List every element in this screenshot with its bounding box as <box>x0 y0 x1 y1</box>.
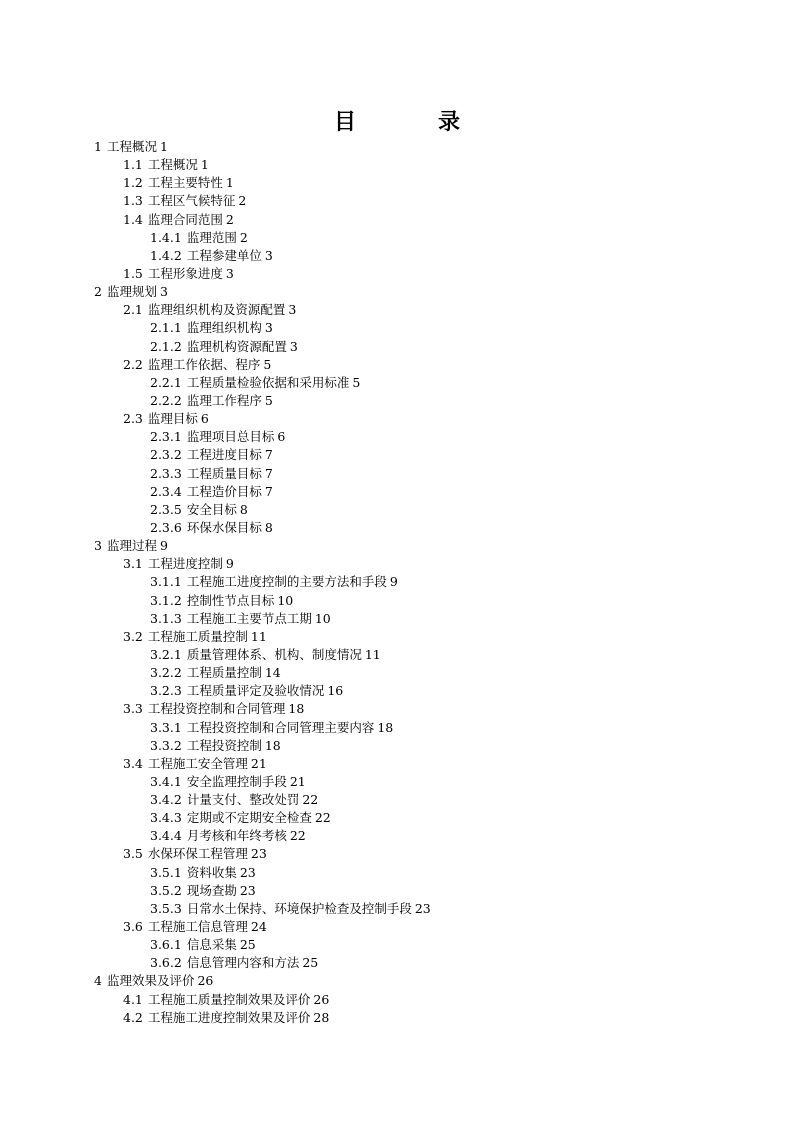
toc-entry-page-number: 24 <box>250 919 267 935</box>
toc-entry-number: 3.5 <box>123 846 143 862</box>
toc-entry-number: 2.3.4 <box>150 483 182 499</box>
toc-entry[interactable] <box>94 501 744 519</box>
toc-entry-page-number: 18 <box>288 701 305 717</box>
toc-entry-text: 工程施工质量控制效果及评价 <box>147 991 311 1007</box>
toc-entry-number: 1.3 <box>123 193 143 209</box>
toc-entry-page-number: 7 <box>264 465 273 481</box>
toc-entry-page-number: 6 <box>200 411 209 427</box>
toc-entry-text: 工程区气候特征 <box>147 193 236 209</box>
toc-entry[interactable] <box>94 374 744 392</box>
toc-entry-page-number: 21 <box>250 755 267 771</box>
toc-entry-text: 工程施工进度控制的主要方法和手段 <box>186 574 387 590</box>
toc-entry-number: 1.2 <box>123 175 143 191</box>
toc-entry[interactable] <box>94 537 744 555</box>
toc-entry-page-number: 22 <box>314 810 331 826</box>
toc-entry-number: 3.4.4 <box>150 828 182 844</box>
toc-entry[interactable] <box>94 410 744 428</box>
toc-entry[interactable] <box>94 283 744 301</box>
toc-title: 目 录 <box>333 109 490 135</box>
toc-entry-page-number: 5 <box>264 392 273 408</box>
toc-entry-page-number: 11 <box>364 646 381 662</box>
toc-entry-page-number: 9 <box>389 574 398 590</box>
toc-entry-text: 工程形象进度 <box>147 265 223 281</box>
toc-entry-page-number: 1 <box>225 175 234 191</box>
toc-entry-page-number: 28 <box>313 1009 330 1025</box>
toc-entry-number: 3.1.2 <box>150 592 182 608</box>
toc-entry-text: 监理组织机构及资源配置 <box>147 302 286 318</box>
toc-entry-text: 监理效果及评价 <box>106 973 195 989</box>
toc-entry-text: 监理组织机构 <box>186 320 262 336</box>
toc-entry-text: 工程概况 <box>147 157 198 173</box>
toc-entry-text: 资料收集 <box>186 864 237 880</box>
toc-entry-page-number: 3 <box>264 320 273 336</box>
toc-entry[interactable] <box>94 338 744 356</box>
toc-entry-number: 2.2.2 <box>150 392 182 408</box>
toc-entry[interactable] <box>94 483 744 501</box>
toc-entry[interactable] <box>94 864 744 882</box>
toc-entry[interactable] <box>94 737 744 755</box>
toc-entry-text: 工程施工信息管理 <box>147 919 248 935</box>
toc-entry-number: 3.4 <box>123 755 143 771</box>
toc-entry-page-number: 1 <box>200 157 209 173</box>
toc-entry-text: 工程施工质量控制 <box>147 628 248 644</box>
toc-entry-number: 1.4.2 <box>150 247 182 263</box>
toc-entry-page-number: 2 <box>239 229 248 245</box>
toc-entry-number: 2.3.1 <box>150 429 182 445</box>
toc-entry[interactable] <box>94 755 744 773</box>
toc-entry-text: 工程主要特性 <box>147 175 223 191</box>
toc-entry-text: 工程投资控制和合同管理主要内容 <box>186 719 375 735</box>
toc-entry[interactable] <box>94 229 744 247</box>
toc-entry-page-number: 3 <box>288 302 297 318</box>
toc-entry-number: 2.1.2 <box>150 338 182 354</box>
toc-entry-text: 监理范围 <box>186 229 237 245</box>
toc-entry-text: 工程质量评定及验收情况 <box>186 683 325 699</box>
toc-entry-text: 工程投资控制和合同管理 <box>147 701 286 717</box>
toc-entry-number: 3.5.3 <box>150 900 182 916</box>
toc-entry-number: 3.4.1 <box>150 773 182 789</box>
toc-entry-text: 安全目标 <box>186 501 237 517</box>
toc-entry-text: 工程进度目标 <box>186 447 262 463</box>
toc-entry[interactable] <box>94 827 744 845</box>
toc-entry[interactable] <box>94 573 744 591</box>
toc-entry[interactable] <box>94 265 744 283</box>
toc-entry-number: 3.6 <box>123 919 143 935</box>
toc-entry-text: 安全监理控制手段 <box>186 773 287 789</box>
toc-entry[interactable] <box>94 646 744 664</box>
toc-entry-text: 月考核和年终考核 <box>186 828 287 844</box>
toc-entry-text: 监理机构资源配置 <box>186 338 287 354</box>
toc-entry-page-number: 8 <box>264 519 273 535</box>
toc-entry-page-number: 26 <box>313 991 330 1007</box>
toc-entry-page-number: 3 <box>264 247 273 263</box>
toc-entry[interactable] <box>94 138 744 156</box>
toc-entry-text: 工程施工安全管理 <box>147 755 248 771</box>
toc-entry-text: 现场查勘 <box>186 882 237 898</box>
toc-entry-number: 4 <box>94 973 102 989</box>
toc-entry[interactable] <box>94 247 744 265</box>
toc-entry-number: 3.2.1 <box>150 646 182 662</box>
toc-entry-number: 4.2 <box>123 1009 143 1025</box>
toc-entry-text: 工程质量检验依据和采用标准 <box>186 374 350 390</box>
toc-entry[interactable] <box>94 192 744 210</box>
toc-entry-text: 工程质量控制 <box>186 665 262 681</box>
toc-entry[interactable] <box>94 991 744 1009</box>
toc-entry-page-number: 22 <box>302 792 319 808</box>
toc-entry[interactable] <box>94 791 744 809</box>
toc-entry-page-number: 23 <box>250 846 267 862</box>
toc-entry-page-number: 25 <box>302 955 319 971</box>
toc-entry-text: 工程造价目标 <box>186 483 262 499</box>
toc-entry-page-number: 22 <box>289 828 306 844</box>
toc-entry-page-number: 23 <box>414 900 431 916</box>
toc-entry-text: 监理合同范围 <box>147 211 223 227</box>
toc-entry[interactable] <box>94 845 744 863</box>
toc-entry[interactable] <box>94 465 744 483</box>
toc-entry-number: 3.6.2 <box>150 955 182 971</box>
toc-entry[interactable] <box>94 156 744 174</box>
toc-entry-text: 日常水土保持、环境保护检查及控制手段 <box>186 900 412 916</box>
toc-entry-page-number: 11 <box>250 628 267 644</box>
toc-entry[interactable] <box>94 610 744 628</box>
toc-entry-page-number: 10 <box>314 610 331 626</box>
toc-entry-text: 监理工作程序 <box>186 392 262 408</box>
toc-entry-number: 3.1.3 <box>150 610 182 626</box>
toc-entry-number: 2.3.5 <box>150 501 182 517</box>
toc-entry-text: 监理项目总目标 <box>186 429 275 445</box>
toc-entry-page-number: 9 <box>225 556 234 572</box>
toc-entry[interactable] <box>94 1009 744 1027</box>
toc-entry[interactable] <box>94 682 744 700</box>
toc-entry-text: 工程进度控制 <box>147 556 223 572</box>
toc-entry-page-number: 7 <box>264 483 273 499</box>
toc-entry-number: 1.5 <box>123 265 143 281</box>
toc-entry-page-number: 5 <box>263 356 272 372</box>
toc-entry-text: 监理目标 <box>147 411 198 427</box>
toc-entry-page-number: 3 <box>289 338 298 354</box>
toc-entry[interactable] <box>94 719 744 737</box>
toc-entry-number: 4.1 <box>123 991 143 1007</box>
toc-entry-number: 3.3.2 <box>150 737 182 753</box>
toc-entry[interactable] <box>94 319 744 337</box>
toc-entry-number: 3.4.2 <box>150 792 182 808</box>
toc-entry-text: 监理规划 <box>106 284 157 300</box>
toc-entry[interactable] <box>94 900 744 918</box>
toc-entry-page-number: 1 <box>159 139 168 154</box>
toc-entry-number: 3.5.1 <box>150 864 182 880</box>
toc-entry-number: 3.1.1 <box>150 574 182 590</box>
toc-entry-page-number: 16 <box>327 683 344 699</box>
toc-entry[interactable] <box>94 628 744 646</box>
toc-entry-page-number: 8 <box>239 501 248 517</box>
toc-entry-number: 2.3.3 <box>150 465 182 481</box>
toc-entry-page-number: 25 <box>239 937 256 953</box>
toc-entry[interactable] <box>94 428 744 446</box>
toc-entry[interactable] <box>94 174 744 192</box>
toc-entry[interactable] <box>94 392 744 410</box>
toc-list <box>94 138 744 1027</box>
toc-entry-number: 3.1 <box>123 556 143 572</box>
toc-entry-text: 信息管理内容和方法 <box>186 955 300 971</box>
toc-entry-text: 计量支付、整改处罚 <box>186 792 300 808</box>
toc-entry[interactable] <box>94 211 744 229</box>
toc-entry[interactable] <box>94 882 744 900</box>
toc-entry-number: 3.3 <box>123 701 143 717</box>
toc-entry-number: 2.3.2 <box>150 447 182 463</box>
toc-entry-number: 3.5.2 <box>150 882 182 898</box>
toc-entry-number: 1.1 <box>123 157 143 173</box>
toc-entry-text: 工程参建单位 <box>186 247 262 263</box>
toc-entry-text: 工程质量目标 <box>186 465 262 481</box>
toc-entry[interactable] <box>94 700 744 718</box>
toc-entry[interactable] <box>94 555 744 573</box>
toc-entry-number: 2.1 <box>123 302 143 318</box>
toc-entry-text: 质量管理体系、机构、制度情况 <box>186 646 362 662</box>
toc-entry-number: 2.2 <box>123 356 143 372</box>
toc-entry-page-number: 3 <box>225 265 234 281</box>
toc-entry-number: 2.1.1 <box>150 320 182 336</box>
toc-entry-page-number: 21 <box>289 773 306 789</box>
toc-entry-page-number: 10 <box>277 592 294 608</box>
toc-entry-text: 环保水保目标 <box>186 519 262 535</box>
toc-entry-text: 监理过程 <box>106 538 157 554</box>
toc-entry-number: 2.3.6 <box>150 519 182 535</box>
toc-entry-text: 工程施工进度控制效果及评价 <box>147 1009 311 1025</box>
toc-entry[interactable] <box>94 918 744 936</box>
toc-entry[interactable] <box>94 446 744 464</box>
toc-entry-number: 2 <box>94 284 102 300</box>
toc-entry-text: 工程投资控制 <box>186 737 262 753</box>
toc-entry-page-number: 23 <box>239 882 256 898</box>
toc-entry-text: 工程概况 <box>106 139 157 154</box>
toc-entry[interactable] <box>94 809 744 827</box>
toc-entry-number: 3.3.1 <box>150 719 182 735</box>
toc-entry-number: 3.4.3 <box>150 810 182 826</box>
toc-entry[interactable] <box>94 664 744 682</box>
toc-entry-page-number: 26 <box>197 973 214 989</box>
toc-entry-text: 工程施工主要节点工期 <box>186 610 312 626</box>
toc-entry[interactable] <box>94 301 744 319</box>
toc-entry-page-number: 14 <box>264 665 281 681</box>
toc-entry-number: 3.2 <box>123 628 143 644</box>
toc-entry[interactable] <box>94 592 744 610</box>
toc-entry-number: 1 <box>94 139 102 154</box>
toc-entry-text: 定期或不定期安全检查 <box>186 810 312 826</box>
toc-entry-text: 水保环保工程管理 <box>147 846 248 862</box>
toc-entry[interactable] <box>94 773 744 791</box>
toc-entry-text: 信息采集 <box>186 937 237 953</box>
toc-entry-page-number: 18 <box>264 737 281 753</box>
toc-entry-number: 2.2.1 <box>150 374 182 390</box>
toc-entry-page-number: 6 <box>277 429 286 445</box>
toc-entry-page-number: 2 <box>238 193 247 209</box>
toc-entry-page-number: 7 <box>264 447 273 463</box>
toc-entry[interactable] <box>94 972 744 990</box>
toc-entry[interactable] <box>94 936 744 954</box>
toc-entry-page-number: 3 <box>159 284 168 300</box>
toc-entry-page-number: 9 <box>159 538 168 554</box>
toc-entry-page-number: 23 <box>239 864 256 880</box>
toc-entry-number: 1.4.1 <box>150 229 182 245</box>
toc-entry-number: 1.4 <box>123 211 143 227</box>
toc-entry[interactable] <box>94 954 744 972</box>
toc-entry-page-number: 2 <box>225 211 234 227</box>
toc-entry-number: 3.2.3 <box>150 683 182 699</box>
toc-entry[interactable] <box>94 356 744 374</box>
toc-entry-number: 3 <box>94 538 102 554</box>
toc-entry-page-number: 18 <box>377 719 394 735</box>
toc-entry[interactable] <box>94 519 744 537</box>
toc-entry-text: 控制性节点目标 <box>186 592 275 608</box>
toc-entry-page-number: 5 <box>352 374 361 390</box>
toc-entry-number: 2.3 <box>123 411 143 427</box>
toc-entry-text: 监理工作依据、程序 <box>147 356 261 372</box>
toc-entry-number: 3.6.1 <box>150 937 182 953</box>
toc-entry-number: 3.2.2 <box>150 665 182 681</box>
